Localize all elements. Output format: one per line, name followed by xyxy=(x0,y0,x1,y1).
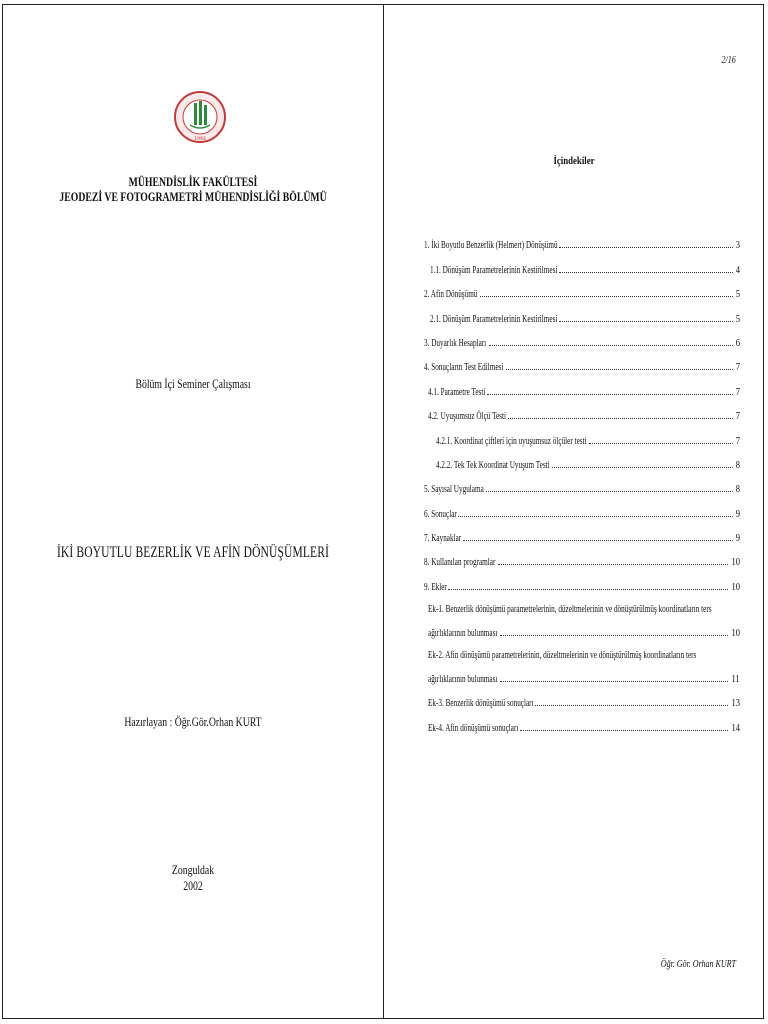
contents-page xyxy=(384,5,764,1018)
prepared-by: Hazırlayan : Öğr.Gör.Orhan KURT xyxy=(124,715,262,729)
toc-entry[interactable]: 6. Sonuçlar 9 xyxy=(424,508,740,520)
toc-entry[interactable]: 4.2. Uyuşumsuz Ölçü Testi 7 xyxy=(428,411,740,423)
toc-entry[interactable]: 2. Afin Dönüşümü 5 xyxy=(424,289,740,301)
city: Zonguldak xyxy=(171,863,215,877)
toc-entry[interactable]: 4. Sonuçların Test Edilmesi 7 xyxy=(424,362,740,374)
faculty-name: MÜHENDİSLİK FAKÜLTESİ xyxy=(128,175,258,189)
toc-annex-2[interactable]: Ek-2. Afin dönüşümü parametrelerinin, düzeltmelerinin ve dönüştürülmüş koordinatların ters ağırlıklarının bulunması 11 xyxy=(428,649,740,685)
department-name: JEODEZİ VE FOTOGRAMETRİ MÜHENDİSLİĞİ BÖLÜMÜ xyxy=(59,190,327,204)
cover-page xyxy=(3,5,383,1018)
toc-entry[interactable]: 9. Ekler 10 xyxy=(424,581,740,593)
toc-entry[interactable]: 4.1. Parametre Testi 7 xyxy=(428,386,740,398)
page-footer: Öğr. Gör. Orhan KURT xyxy=(660,959,736,970)
toc-entry[interactable]: 3. Duyarlık Hesapları 6 xyxy=(424,337,740,349)
toc-title: İçindekiler xyxy=(553,155,595,167)
toc-annex-4[interactable]: Ek-4. Afin dönüşümü sonuçları 14 xyxy=(428,722,740,734)
university-logo-icon xyxy=(174,77,226,157)
toc-annex-1[interactable]: Ek-1. Benzerlik dönüşümü parametrelerinin, düzeltmelerinin ve dönüştürülmüş koordinatların ters ağırlıklarının bulunması 10 xyxy=(428,603,740,639)
toc-annex-3[interactable]: Ek-3. Benzerlik dönüşümü sonuçları 13 xyxy=(428,698,740,710)
toc-entry[interactable]: 4.2.1. Koordinat çiftleri için uyuşumsuz ölçüler testi 7 xyxy=(436,435,740,447)
toc-entry[interactable]: 1.1. Dönüşüm Parametrelerinin Kestirilmesi 4 xyxy=(430,264,740,276)
toc-entry[interactable]: 8. Kullanılan programlar 10 xyxy=(424,557,740,569)
toc-entry[interactable]: 5. Sayısal Uygulama 8 xyxy=(424,484,740,496)
seminar-label: Bölüm İçi Seminer Çalışması xyxy=(135,377,251,391)
year: 2002 xyxy=(183,879,203,893)
logo-year: 1993 xyxy=(194,137,206,142)
page-number: 2/16 xyxy=(721,55,736,66)
toc-entry[interactable]: 4.2.2. Tek Tek Koordinat Uyuşum Testi 8 xyxy=(436,459,740,471)
toc-entry[interactable]: 1. İki Boyutlu Benzerlik (Helmert) Dönüşümü 3 xyxy=(424,240,740,252)
table-of-contents xyxy=(424,227,740,734)
toc-entry[interactable]: 7. Kaynaklar 9 xyxy=(424,533,740,545)
document-title: İKİ BOYUTLU BEZERLİK VE AFİN DÖNÜŞÜMLERİ xyxy=(56,544,330,561)
toc-entry[interactable]: 2.1. Dönüşüm Parametrelerinin Kestirilmesi 5 xyxy=(430,313,740,325)
